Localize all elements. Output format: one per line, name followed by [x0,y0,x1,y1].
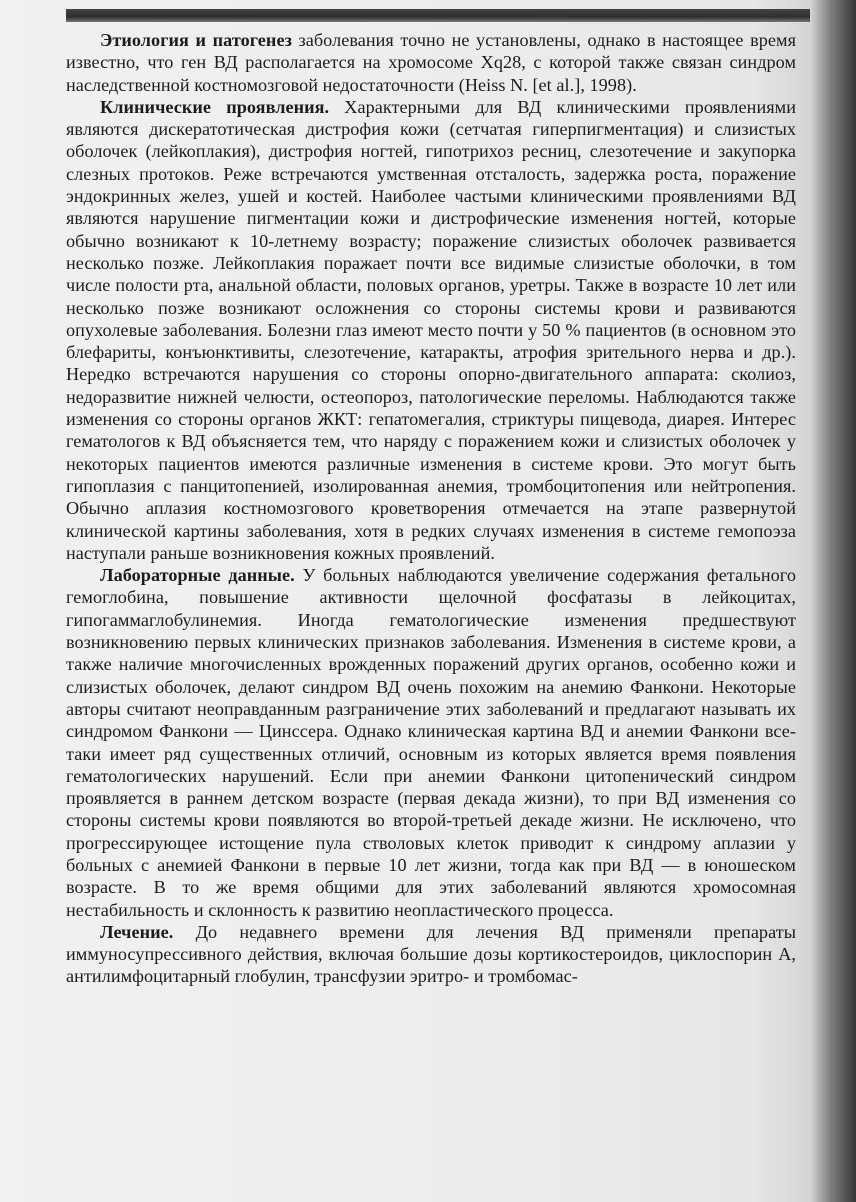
header-rule [66,9,810,22]
paragraph-etiology [66,29,796,96]
heading-etiology: Этиология и патогенез [100,30,292,50]
heading-treatment: Лечение. [100,921,174,942]
paragraph-etiology-text: заболевания точно не установлены, однако в настоящее время известно, что ген ВД располагается на хромосоме Xq28, с которой также связан синдром наследственной костномозговой недостаточности (Heiss N. [et al.], 1998). [66,30,796,95]
body-text [66,29,796,988]
heading-clinical: Клинические проявления. [100,96,330,117]
binding-shadow [810,0,856,1202]
paragraph-treatment-text: До недавнего времени для лечения ВД применяли препараты иммуносупрессивного действия, включая большие дозы кортикостероидов, циклоспорин А, антилимфоцитарный глобулин, трансфузии эритро- и тромбомас- [66,921,796,987]
paragraph-laboratory-text: У больных наблюдаются увеличение содержания фетального гемоглобина, повышение активности щелочной фосфатазы в лейкоцитах, гипогаммаглобулинемия. Иногда гематологические изменения предшествуют возникновению первых клинических признаков заболевания. Изменения в системе крови, а также наличие многочисленных врожденных поражений других органов, особенно кожи и слизистых оболочек, делают синдром ВД очень похожим на анемию Фанкони. Некоторые авторы считают неоправданным разграничение этих заболеваний и предлагают называть их синдромом Фанкони — Цинссера. Однако клиническая картина ВД и анемии Фанкони все-таки имеет ряд существенных отличий, основным из которых является время появления гематологических нарушений. Если при анемии Фанкони цитопенический синдром проявляется в раннем детском возрасте (первая декада жизни), то при ВД изменения со стороны системы крови появляются во второй-третьей декаде жизни. Не исключено, что прогрессирующее истощение пула стволовых клеток приводит к синдрому аплазии у больных с анемией Фанкони в первые 10 лет жизни, тогда как при ВД — в юношеском возрасте. В то же время общими для этих заболеваний являются хромосомная нестабильность и склонность к развитию неопластического процесса. [66,565,796,920]
paragraph-laboratory [66,564,796,921]
paragraph-clinical [66,96,796,564]
paragraph-treatment [66,921,796,988]
paragraph-clinical-text: Характерными для ВД клиническими проявлениями являются дискератотическая дистрофия кожи (сетчатая гиперпигментация) и слизистых оболочек (лейкоплакия), дистрофия ногтей, гипотрихоз ресниц, слезотечение и закупорка слезных протоков. Реже встречаются умственная отсталость, задержка роста, поражение эндокринных желез, ушей и костей. Наиболее частыми клиническими проявлениями ВД являются нарушение пигментации кожи и дистрофические изменения ногтей, которые обычно возникают к 10-летнему возрасту; поражение слизистых оболочек развивается несколько позже. Лейкоплакия поражает почти все видимые слизистые оболочки, в том числе полости рта, анальной области, половых органов, уретры. Также в возрасте 10 лет или несколько позже возникают осложнения со стороны системы крови и развиваются опухолевые заболевания. Болезни глаз имеют место почти у 50 % пациентов (в основном это блефариты, конъюнктивиты, слезотечение, катаракты, атрофия зрительного нерва и др.). Нередко встречаются нарушения со стороны опорно-двигательного аппарата: сколиоз, недоразвитие нижней челюсти, остеопороз, патологические переломы. Наблюдаются также изменения со стороны органов ЖКТ: гепатомегалия, стриктуры пищевода, диарея. Интерес гематологов к ВД объясняется тем, что наряду с поражением кожи и слизистых оболочек у некоторых пациентов имеются различные изменения в системе крови. Это могут быть гипоплазия с панцитопенией, изолированная анемия, тромбоцитопения или нейтропения. Обычно аплазия костномозгового кроветворения отмечается на этапе развернутой клинической картины заболевания, хотя в редких случаях изменения в системе гемопоэза наступали раньше возникновения кожных проявлений. [66,96,796,563]
heading-laboratory: Лабораторные данные. [100,565,295,586]
